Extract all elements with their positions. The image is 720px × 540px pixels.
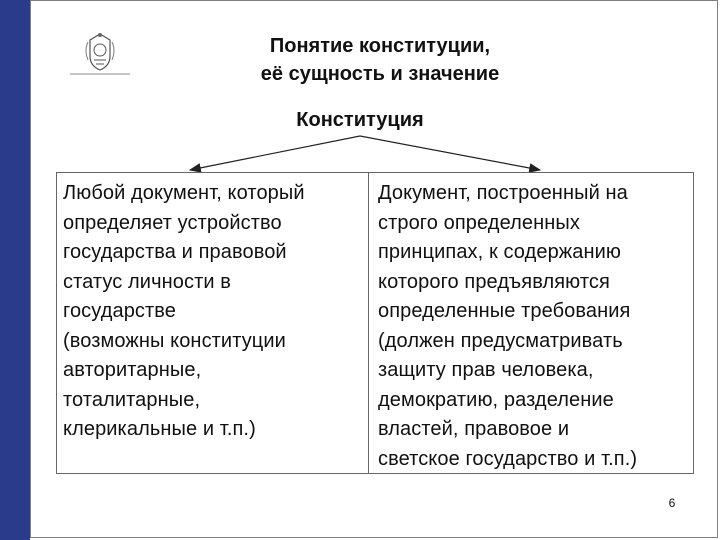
- title-line: её сущность и значение: [260, 63, 500, 85]
- box-line: светское государство и т.п.): [378, 447, 638, 470]
- accent-bar: [0, 0, 30, 540]
- box-line: властей, правовое и: [378, 418, 570, 440]
- slide-title: [180, 32, 580, 88]
- title-line: Понятие конституции,: [269, 35, 491, 57]
- box-line: (возможны конституции: [63, 329, 286, 352]
- box-line: Документ, построенный на: [378, 182, 628, 204]
- page-number: 6: [668, 496, 676, 510]
- box-line: государстве: [63, 300, 177, 322]
- definitions-table: [56, 172, 694, 474]
- box-line: статус личности в: [63, 270, 231, 293]
- broad-definition-box: [57, 173, 369, 473]
- box-line: (должен предусматривать: [378, 329, 623, 352]
- root-concept-label: Конституция: [296, 109, 424, 131]
- box-line: защиту прав человека,: [378, 359, 594, 381]
- box-line: определенные требования: [378, 300, 631, 322]
- box-line: клерикальные и т.п.): [63, 418, 256, 440]
- narrow-definition-box: [369, 173, 693, 473]
- box-line: авторитарные,: [63, 359, 202, 381]
- box-line: определяет устройство: [63, 211, 282, 234]
- box-line: строго определенных: [378, 211, 580, 234]
- box-line: демократию, разделение: [378, 388, 614, 411]
- box-line: которого предъявляются: [378, 270, 610, 293]
- box-line: принципах, к содержанию: [378, 241, 622, 263]
- box-line: государства и правовой: [63, 241, 287, 263]
- box-line: Любой документ, который: [63, 182, 305, 204]
- box-line: тоталитарные,: [63, 388, 201, 411]
- university-emblem-icon: [70, 30, 130, 78]
